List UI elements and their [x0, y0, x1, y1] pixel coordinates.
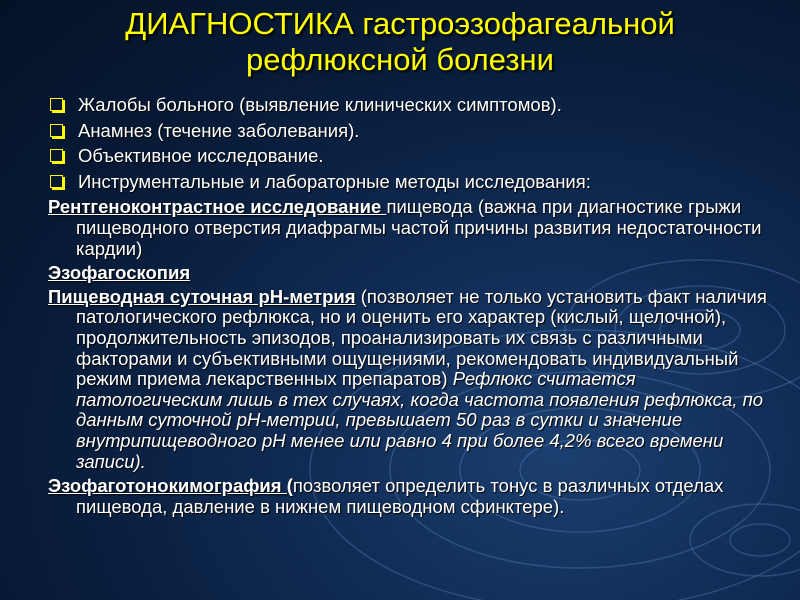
bullet-item-anamnesis: Анамнез (течение заболевания).	[48, 121, 778, 142]
ph-metry-paragraph	[48, 287, 778, 472]
manometry-paragraph	[48, 476, 778, 517]
title-line-2: рефлюксной болезни	[246, 42, 554, 77]
xray-heading: Рентгеноконтрастное исследование	[48, 196, 387, 218]
ph-metry-italic-note: Рефлюкс считается патологическим лишь в тех случаях, когда частота появления рефлюкса, по данным суточной рН-метрии, превышает 50 раз в сутки и значение внутрипищеводного рН менее или равно 4 при более 4,2% всего времени записи).	[76, 368, 764, 472]
ph-metry-text: (позволяет не только установить факт наличия патологического рефлюкса, но и оценить его характер (кислый, щелочной), продолжительность эпизодов, проанализировать их связь с различными факторами и субъективными ощущениями, рекомендовать индивидуальный режим приема лекарственных препаратов)	[76, 285, 767, 390]
xray-paragraph	[48, 197, 778, 259]
bullet-item-instrumental-methods: Инструментальные и лабораторные методы исследования:	[48, 172, 778, 193]
slide-title	[0, 6, 800, 78]
endoscopy-heading: Эзофагоскопия	[48, 262, 191, 284]
checkbox-bullet-icon	[50, 98, 63, 111]
xray-text: пищевода (важна при диагностике грыжи пищеводного отверстия диафрагмы частой причины развития недостаточности кардии)	[76, 196, 762, 259]
manometry-text: позволяет определить тонус в различных отделах пищевода, давление в нижнем пищеводном сфинктере).	[76, 475, 724, 517]
ph-metry-heading: Пищеводная суточная рН-метрия	[48, 285, 356, 307]
checkbox-bullet-icon	[50, 124, 63, 137]
endoscopy-paragraph	[48, 263, 778, 284]
title-line-1: ДИАГНОСТИКА гастроэзофагеальной	[125, 6, 675, 41]
checkbox-bullet-icon	[50, 175, 63, 188]
bullet-item-complaints: Жалобы больного (выявление клинических симптомов).	[48, 95, 778, 116]
slide-content	[48, 95, 778, 521]
bullet-item-objective-exam: Объективное исследование.	[48, 146, 778, 167]
manometry-heading: Эзофаготонокимография (	[48, 475, 293, 497]
checkbox-bullet-icon	[50, 149, 63, 162]
